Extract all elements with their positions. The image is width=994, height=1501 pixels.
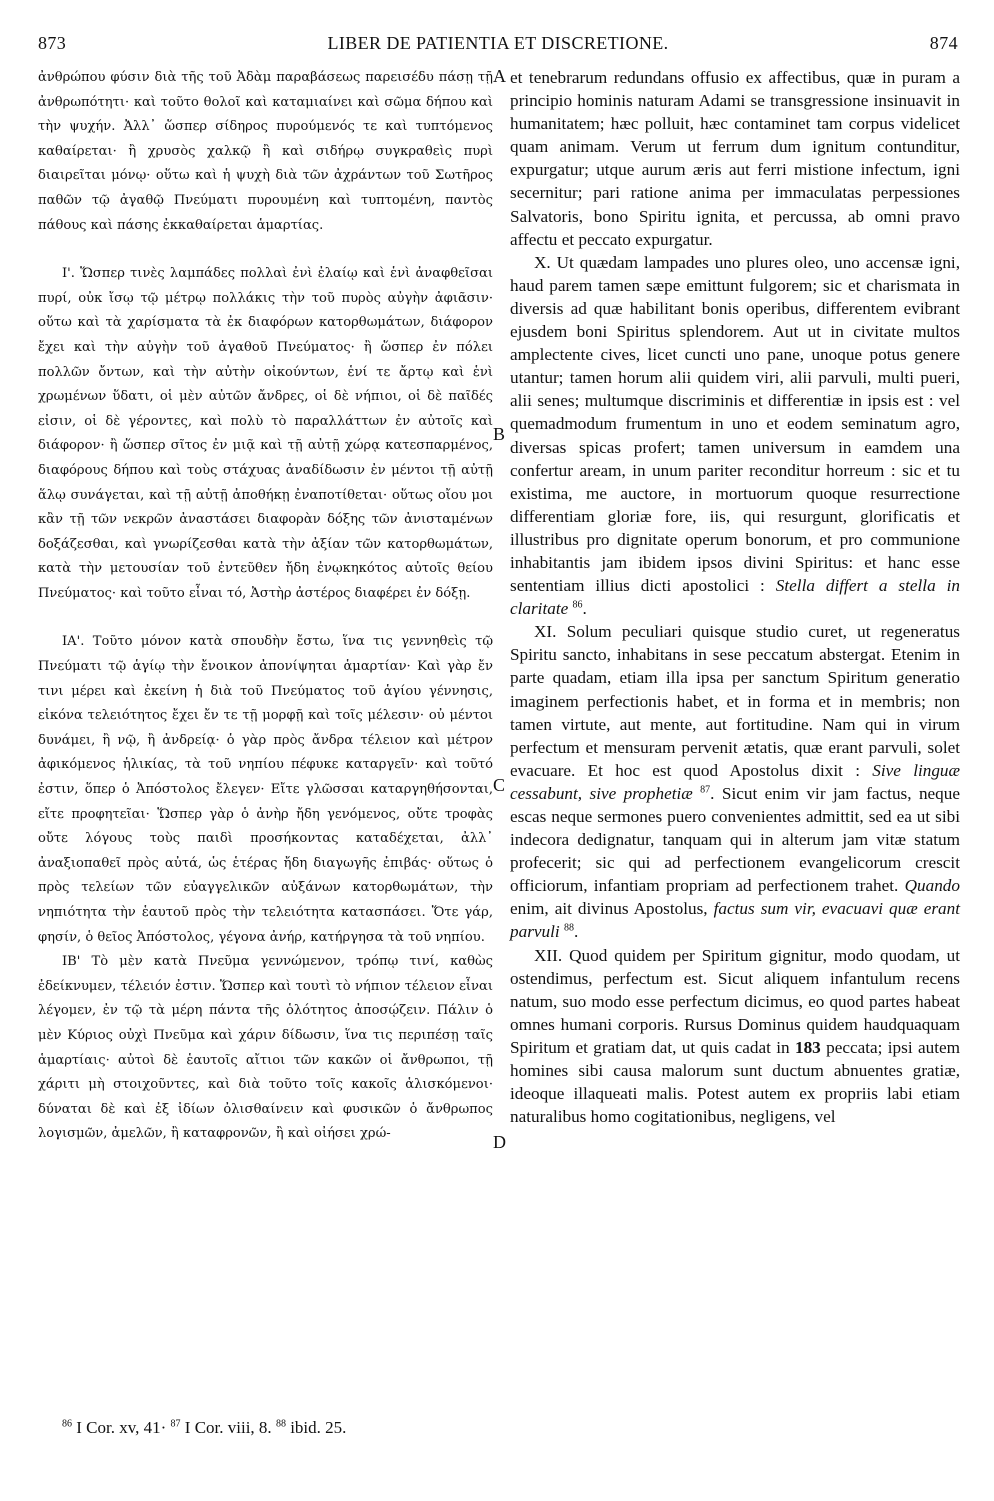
greek-paragraph-10: Ι'. Ὥσπερ τινὲς λαμπάδες πολλαὶ ἐνὶ ἐλαίῳ καὶ ἑνὶ ἀναφθεῖσαι πυρί, οὐκ ἴσῳ τῷ μέτρῳ πολλάκις τὴν τοῦ πυρὸς αὐγὴν ἀφιᾶσιν· οὕτω καὶ τὰ χαρίσματα τὰ ἐκ διαφόρων κατορθωμάτων, διάφορον ἔχει καὶ τὴν αὐγὴν τοῦ ἀγαθοῦ Πνεύματος· ἢ ὥσπερ ἐν πόλει πολλῶν ὄντων, καὶ τὴν αὐτὴν οἰκούντων, ἑνί τε ἄρτῳ καὶ ἑνὶ χρωμένων ὕδατι, οἱ μὲν αὐτῶν ἄνδρες, οἱ δὲ νήπιοι, οἱ δὲ παῖδές εἰσιν, οἱ δὲ γέροντες, καὶ πολὺ τὸ παραλλάττων ἐν αὐτοῖς καὶ διάφορον· ἢ ὥσπερ σῖτος ἐν μιᾷ καὶ τῇ αὐτῇ χώρᾳ κατεσπαρμένος, διαφόρους δήπου καὶ τοὺς στάχυας ἀναδίδωσιν ἐν μέντοι τῇ αὐτῇ ἅλῳ συνάγεται, καὶ τῇ αὐτῇ ἀποθήκῃ ἐναποτίθεται· οὕτως οἴου μοι κἂν τῇ τῶν νεκρῶν ἀναστάσει διαφορὰν δόξης τῶν ἀνισταμένων δοξάζεσθαι, καὶ γνωρίζεσθαι κατὰ τὴν ἀξίαν τῶν κατορθωμάτων, κατὰ τὴν μετουσίαν τοῦ ἐντεῦθεν ἤδη ἐνῳκηκότος αὐτοῖς θείου Πνεύματος· καὶ τοῦτο εἶναι τό, Ἀστὴρ ἀστέρος διαφέρει ἐν δόξῃ. bbox=[38, 266, 493, 601]
column-number-183: 183 bbox=[794, 1037, 821, 1057]
latin-paragraph-10: X. Ut quædam lampades uno plures oleo, uno accensæ igni, haud parem tamen sæpe emittunt fulgorem; sic et charismata in diversis ad quæ habilitant bonis operibus, differentem evibrant ejusdem boni Spiritus splendorem. Aut ut in civitate multos amplectente cives, licet cuncti uno pane, unoque potus genere utantur; tamen horum alii quidem viri, alii parvuli, multi pueri, alii senes; multumque discriminis et differentiæ in ipsis est : vel quemadmodum frumentum in uno et eodem seminatum agro, diversas spicas profert; tamen universum in eamdem una confertur aream, in unum pariter reconditur horreum : sic et tu existima, me auctore, in mortuorum quoque resurrectione differentiam gloriæ fore, iis, qui resurgunt, glorificatis et illustribus pro dignitate operum bonorum, et pro communione inhabitantis jam ibidem ipsos divini Spiritus: et hanc esse sententiam illius dicti apostolici : Stella differt a stella in claritate $^{86}$. bbox=[510, 252, 960, 619]
scripture-quote: Stella differt a stella in claritate bbox=[510, 576, 960, 619]
latin-paragraph-11-text-3: enim, ait divinus Apostolus, bbox=[510, 899, 714, 919]
latin-paragraph-12 bbox=[510, 944, 960, 1129]
latin-paragraph-11: XI. Solum peculiari quisque studio curet, ut regeneratus Spiritu sancto, inhabitans in sese peccatum abstergat. Etenim in parte quadam, etiam illa ipsa per sanctum Spiritum generatio imaginem perfectionis habet, et in forma et in membris; non tamen virtute, aut mente, aut fortitudine. Nam qui in virum perfectum et mensuram pervenit ætatis, quæ erant parvuli, solet evacuare. Et hoc est quod Apostolus dixit : Sive linguæ cessabunt, sive prophetiæ $^{87}$. Sicut enim vir jam factus, neque escas neque sermones puero convenientes admittit, sed ea ut sibi indecora dedignatur, tanquam qui in alterum jam vitæ statum profecerit; sic qui ad perfectionem evangelicorum crescit officiorum, infantiam propriam ad perfectionem trahet. Quando enim, ait divinus Apostolus, factus sum vir, evacuavi quæ erant parvuli $^{88}$. bbox=[510, 622, 960, 942]
footnote-ref-88: 88 bbox=[563, 922, 574, 934]
footnote-text-88: ibid. 25. bbox=[285, 1418, 347, 1437]
footnote-text-87: I Cor. viii, 8. bbox=[180, 1418, 276, 1437]
greek-text-column bbox=[38, 66, 493, 1147]
latin-paragraph-10-text: X. Ut quædam lampades uno plures oleo, uno accensæ igni, haud parem tamen sæpe emittunt fulgorem; sic et charismata in diversis ad quæ habilitant bonis operibus, differentem evibrant ejusdem boni Spiritus splendorem. Aut ut in civitate multos amplectente cives, licet cuncti uno pane, unoque potus genere utantur; tamen horum alii quidem viri, alii parvuli, multi pueri, alii senes; multumque discriminis et differentiæ in ipsis est : vel quemadmodum frumentum in uno et eodem seminatum agro, diversas spicas profert; tamen universum in eamdem una confertur aream, in unum pariter reconditur horreum : sic et tu existima, me auctore, in mortuorum quoque resurrectione differentiam gloriæ fore, iis, qui resurgunt, glorificatis et illustribus pro dignitate operum bonorum, et pro communione inhabitantis jam ibidem ipsos divini Spiritus: et hanc esse sententiam illius dicti apostolici : bbox=[510, 252, 960, 596]
latin-paragraph-1: et tenebrarum redundans offusio ex affectibus, quæ in puram a principio hominis naturam Adami se transgressione insinuavit in humanitatem; hæc polluit, hæc contaminet tam corpus videlicet quam animam. Verum ut ferrum dum ignitum contunditur, expurgatur; utque aurum æris aut ferri mistione infectum, igni secernitur; pari ratione anima per immaculatas perpessiones Salvatoris, bono Spiritu ignita, et percussa, ab omni pravo affectu et peccato expurgatur. bbox=[510, 68, 960, 249]
latin-paragraph-11-text-2: . Sicut enim vir jam factus, neque escas neque sermones puero convenientes admittit, sed ea ut sibi indecora dedignatur, tanquam qui in alterum jam vitæ statum profecerit; sic qui ad perfectionem evangelicorum crescit officiorum, infantiam propriam ad perfectionem trahet. bbox=[510, 783, 960, 896]
greek-paragraph-12: ΙΒ' Τὸ μὲν κατὰ Πνεῦμα γεννώμενον, τρόπῳ τινί, καθὼς ἐδείκνυμεν, τέλειόν ἐστιν. Ὥσπερ καὶ τουτὶ τὸ νήπιον τέλειον εἶναι λέγομεν, ἐν τῷ τὰ μέρη πάντα τῆς ὁλότητος ἀποσῴζειν. Πάλιν ὁ μὲν Κύριος οὐχὶ Πνεῦμα καὶ χάριν δίδωσιν, ἵνα τις περιπέσῃ ταῖς ἁμαρτίαις· αὐτοὶ δὲ ἑαυτοῖς αἴτιοι τῶν κακῶν οἱ ἄνθρωποι, τῇ χάριτι μὴ στοιχοῦντες, καὶ διὰ τοῦτο τοῖς κακοῖς ἁλισκόμενοι· δύναται δὲ καὶ ἐξ ἰδίων ὀλισθαίνειν καὶ φυσικῶν ὁ ἄνθρωπος λογισμῶν, ἀμελῶν, ἢ καταφρονῶν, ἢ καὶ οἰήσει χρώ- bbox=[38, 954, 493, 1142]
greek-paragraph-1: ἀνθρώπου φύσιν διὰ τῆς τοῦ Ἀδὰμ παραβάσεως παρεισέδυ πάσῃ τῇ ἀνθρωπότητι· καὶ τοῦτο θολοῖ καὶ καταμιαίνει καὶ σῶμα δήπου καὶ τὴν ψυχήν. Ἀλλ᾽ ὥσπερ σίδηρος πυρούμενός τε καὶ τυπτόμενος καθαίρεται· ἢ χρυσὸς χαλκῷ ἢ καὶ σιδήρῳ συγκραθεὶς πυρὶ διαιρεῖται μόνῳ· οὕτω καὶ ἡ ψυχὴ διὰ τῶν ἀχράντων τοῦ Σωτῆρος παθῶν τῷ ἀγαθῷ Πνεύματι πυρουμένη καὶ τυπτομένη, παντὸς πάθους καὶ πάσης ἐκκαθαίρεται ἁμαρτίας. bbox=[38, 70, 493, 233]
margin-marker-d: D bbox=[493, 1132, 506, 1152]
latin-text-column bbox=[510, 66, 960, 1128]
footnote-number-88: 88 bbox=[275, 1418, 286, 1430]
footnote-number-87: 87 bbox=[170, 1418, 181, 1430]
latin-paragraph-11-text: XI. Solum peculiari quisque studio curet, ut regeneratus Spiritu sancto, inhabitans in sese peccatum abstergat. Etenim in parte quadam, etiam illa ipsa per sanctum Spiritum generatio imaginem perfectionis habet, et in forma et in membris; non tamen virtute, aut mente, aut fortitudine. Nam qui in virum perfectum et mensuram pervenit ætatis, quæ erant parvuli, solet evacuare. Et hoc est quod Apostolus dixit : bbox=[510, 622, 960, 780]
page-number-left: 873 bbox=[38, 33, 67, 53]
margin-marker-c: C bbox=[493, 775, 506, 795]
scripture-quote: Sive linguæ cessabunt, sive prophetiæ bbox=[510, 760, 960, 803]
margin-marker-a: A bbox=[493, 66, 506, 86]
footnote-number-86: 86 bbox=[62, 1418, 72, 1430]
greek-paragraph-11: ΙΑ'. Τοῦτο μόνον κατὰ σπουδὴν ἔστω, ἵνα τις γεννηθεὶς τῷ Πνεύματι τῷ ἁγίῳ τὴν ἔνοικον ἀπονίψηται ἁμαρτίαν· Καὶ γὰρ ἔν τινι μέρει καὶ ἐκείνη ἡ διὰ τοῦ Πνεύματος τοῦ ἁγίου γέννησις, εἰκόνα τελειότητος ἔχει ἔν τε τῇ μορφῇ καὶ τοῖς μέλεσιν· οὐ μέντοι δυνάμει, ἢ νῷ, ἢ ἀνδρείᾳ· ὁ γὰρ πρὸς ἄνδρα τέλειον καὶ μέτρον ἀφικόμενος ἡλικίας, τὰ τοῦ νηπίου πέφυκε καταργεῖν· καὶ τοῦτό ἐστιν, ὅπερ ὁ Ἀπόστολος ἔλεγεν· Εἴτε γλῶσσαι καταργηθήσονται, εἴτε προφητεῖαι· Ὥσπερ γὰρ ὁ ἀνὴρ ἤδη γενόμενος, οὔτε τροφὰς οὔτε λόγους τοὺς παιδὶ προσήκοντας καταδέχεται, ἀλλ᾽ ἀναξιοπαθεῖ πρὸς αὐτά, ὡς ἑτέρας ἤδη διαγωγῆς ἐπιβάς· οὕτως ὁ πρὸς τελείων τῶν εὐαγγελικῶν αὐξάνων κατορθωμάτων, τὴν νηπιότητα τὴν ἑαυτοῦ πρὸς τὴν τελειότητα κατασπάσει. Ὅτε γάρ, φησίν, ὁ θεῖος Ἀπόστολος, γέγονα ἀνήρ, κατήργησα τὰ τοῦ νηπίου. bbox=[38, 634, 493, 945]
footnotes bbox=[62, 1418, 346, 1438]
latin-paragraph-12-text-2: peccata; ipsi autem homines sibi causa malorum sunt ductum abnuentes gratiæ, ideoque illaqueati malis. Potest autem ex propriis labi etiam naturalibus homo cogitationibus, negligens, vel bbox=[510, 1037, 960, 1127]
margin-marker-b: B bbox=[493, 424, 506, 444]
running-header bbox=[38, 33, 958, 63]
scripture-quote: Quando bbox=[904, 876, 960, 896]
footnote-ref-87: 87 bbox=[700, 784, 711, 796]
latin-paragraph-12-text: XII. Quod quidem per Spiritum gignitur, modo quodam, ut ostendimus, perfectum est. Sicut aliquem infantulum recens natum, suo modo esse perfectum dicimus, eo quod partes habeat omnes humani corporis. Rursus Dominus quidem haudquaquam Spiritum et gratiam dat, ut quis cadat in bbox=[510, 945, 960, 1057]
page-number-right: 874 bbox=[929, 33, 958, 53]
page-title: LIBER DE PATIENTIA ET DISCRETIONE. bbox=[327, 33, 669, 53]
footnote-ref-86: 86 bbox=[572, 599, 583, 611]
scripture-quote: factus sum vir, evacuavi quæ erant parvuli bbox=[510, 899, 960, 942]
footnote-text-86: I Cor. xv, 41· bbox=[72, 1418, 171, 1437]
